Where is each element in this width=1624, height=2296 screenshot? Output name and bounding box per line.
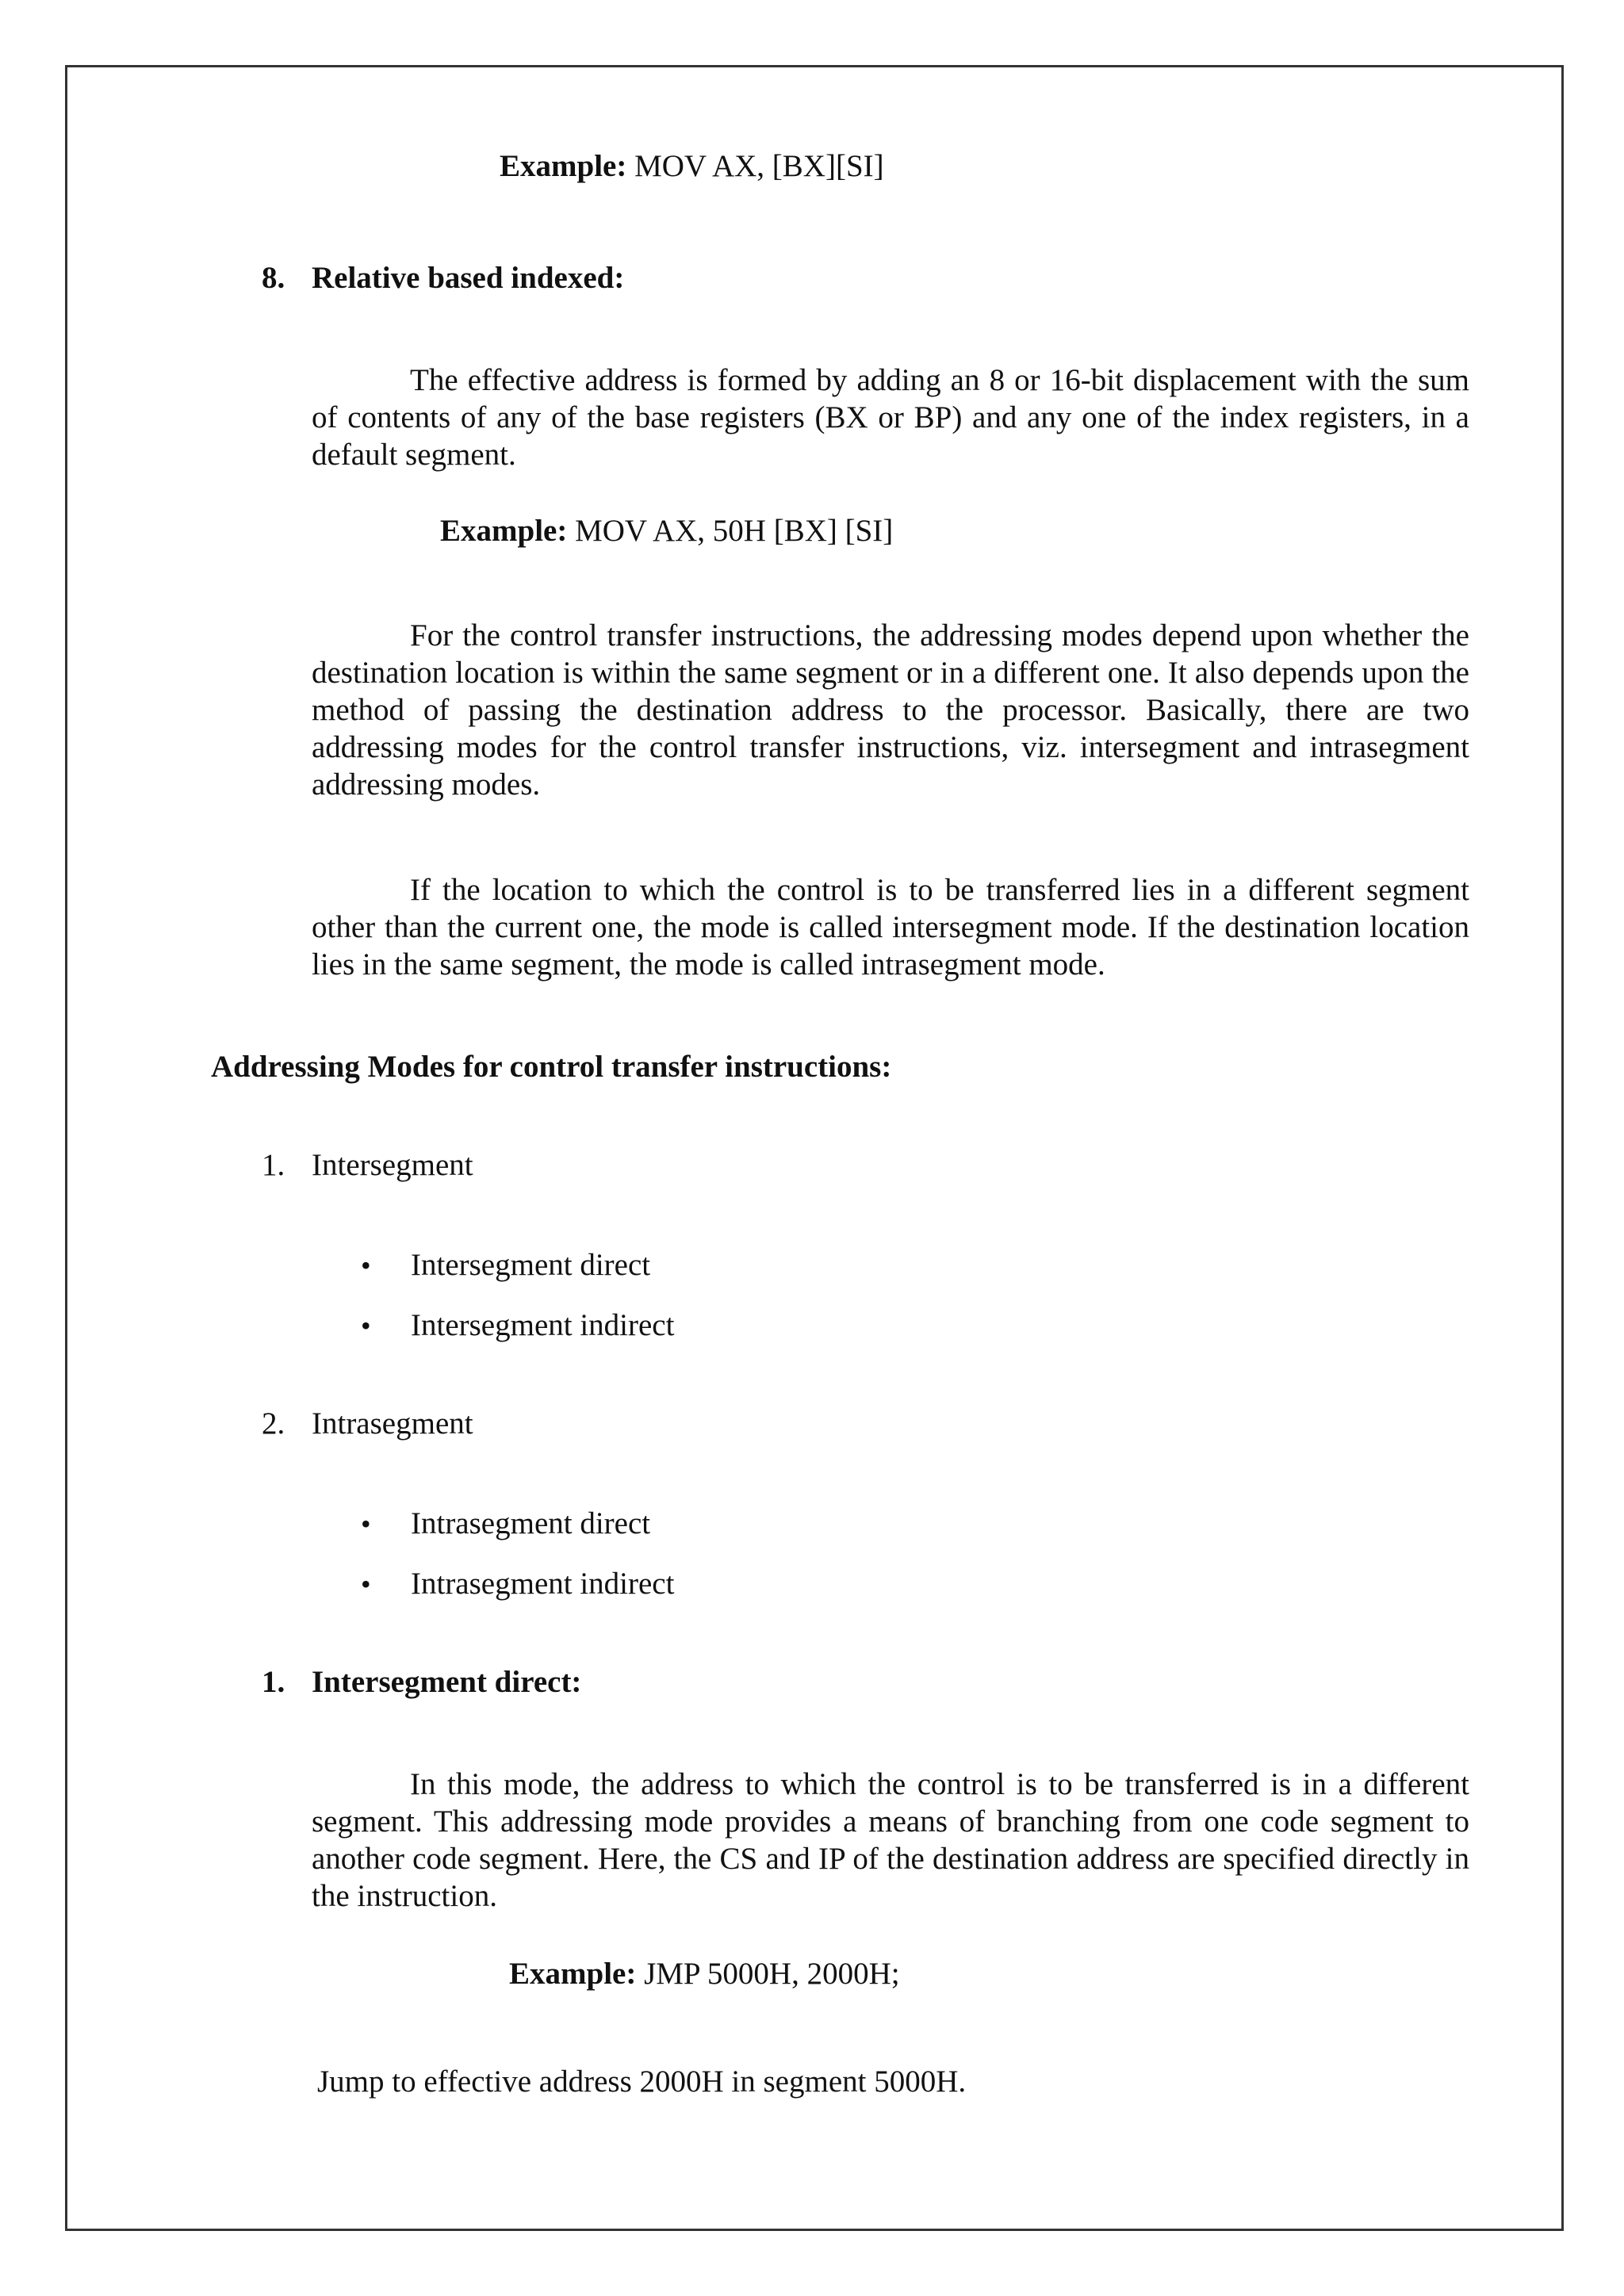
- section-8-title: Relative based indexed:: [312, 261, 625, 295]
- list-2-item-1: Intrasegment direct: [411, 1506, 651, 1540]
- example-jmp: [509, 1955, 900, 1993]
- paragraph-relative-based-indexed: The effective address is formed by adding an 8 or 16-bit displacement with the sum of contents of any of the base registers (BX or BP) and any one of the index registers, in a default segment.: [312, 363, 1469, 472]
- example-label: Example:: [509, 1957, 637, 1991]
- list-1-item-1: Intersegment direct: [411, 1248, 651, 1282]
- list-1-number: 1.: [262, 1148, 285, 1182]
- example-code: JMP 5000H, 2000H;: [636, 1957, 900, 1991]
- bullet-icon: •: [361, 1310, 371, 1341]
- list-1-title: Intersegment: [312, 1148, 473, 1182]
- list-2-title: Intrasegment: [312, 1406, 473, 1441]
- example-50h: [440, 512, 893, 550]
- heading-addressing-modes: Addressing Modes for control transfer instructions:: [211, 1050, 892, 1084]
- section-8-number: 8.: [262, 261, 285, 295]
- bullet-icon: •: [361, 1508, 371, 1540]
- section-direct-title: Intersegment direct:: [312, 1665, 582, 1699]
- list-2-item-2: Intrasegment indirect: [411, 1567, 675, 1601]
- example-label: Example:: [500, 149, 627, 183]
- list-2-number: 2.: [262, 1406, 285, 1441]
- paragraph-location: If the location to which the control is to be transferred lies in a different segment other than the current one, the mode is called intersegment mode. If the destination location lies in the same segment, the mode is called intrasegment mode.: [312, 873, 1469, 982]
- bullet-icon: •: [361, 1568, 371, 1600]
- section-direct-number: 1.: [262, 1665, 285, 1699]
- jump-note: Jump to effective address 2000H in segment 5000H.: [317, 2064, 967, 2099]
- bullet-icon: •: [361, 1249, 371, 1281]
- example-label: Example:: [440, 514, 568, 548]
- paragraph-intersegment-direct: In this mode, the address to which the control is to be transferred is in a different segment. This addressing mode provides a means of branching from one code segment to another code segment. Here, the CS and IP of the destination address are specified directly in the instruction.: [312, 1767, 1469, 1913]
- example-bx-si: [500, 147, 884, 186]
- paragraph-control-transfer: For the control transfer instructions, the addressing modes depend upon whether the destination location is within the same segment or in a different one. It also depends upon the method of passing the destination address to the processor. Basically, there are two addressing modes for the control transfer instructions, viz. intersegment and intrasegment addressing modes.: [312, 618, 1469, 802]
- example-code: MOV AX, [BX][SI]: [626, 149, 884, 183]
- list-1-item-2: Intersegment indirect: [411, 1308, 675, 1342]
- example-code: MOV AX, 50H [BX] [SI]: [567, 514, 894, 548]
